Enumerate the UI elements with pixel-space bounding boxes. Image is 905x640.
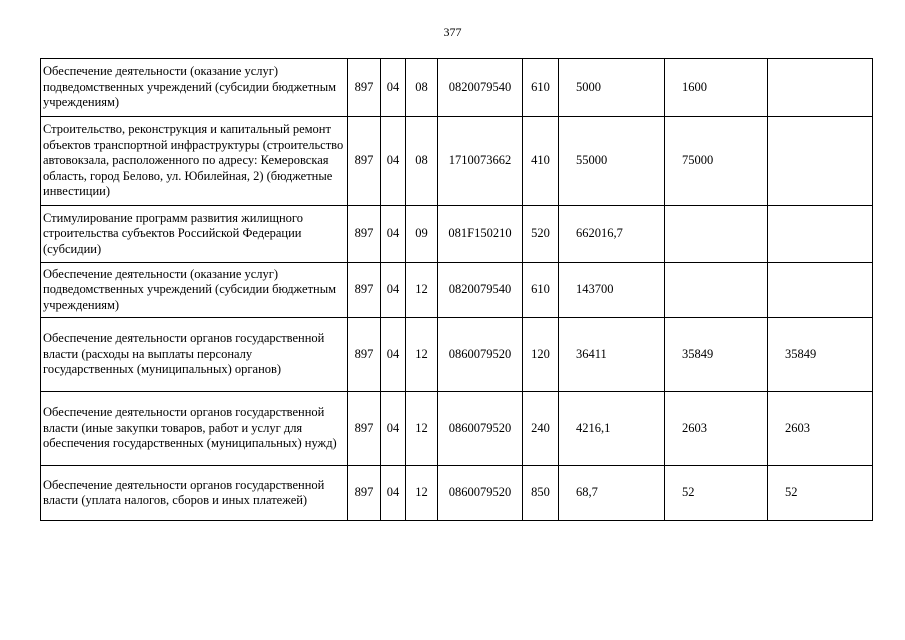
amount-year-2: 52 <box>665 466 768 521</box>
ministry-code: 897 <box>348 466 381 521</box>
amount-year-2 <box>665 206 768 263</box>
amount-year-2: 75000 <box>665 117 768 206</box>
subsection-code: 12 <box>406 263 438 318</box>
row-description: Обеспечение деятельности органов государственной власти (иные закупки товаров, работ и услуг для обеспечения государственных (муниципальных) нужд) <box>41 392 348 466</box>
target-article-code: 0860079520 <box>438 392 523 466</box>
row-description: Обеспечение деятельности (оказание услуг) подведомственных учреждений (субсидии бюджетным учреждениям) <box>41 263 348 318</box>
amount-year-2: 35849 <box>665 318 768 392</box>
expense-type-code: 520 <box>523 206 559 263</box>
row-description: Обеспечение деятельности органов государственной власти (расходы на выплаты персоналу государственных (муниципальных) органов) <box>41 318 348 392</box>
section-code: 04 <box>381 263 406 318</box>
table-row <box>41 59 873 117</box>
subsection-code: 12 <box>406 392 438 466</box>
amount-year-1: 55000 <box>559 117 665 206</box>
row-description: Строительство, реконструкция и капитальный ремонт объектов транспортной инфраструктуры (строительство автовокзала, расположенного по адресу: Кемеровская область, город Белово, ул. Юбилейная, 2) (бюджетные инвестиции) <box>41 117 348 206</box>
amount-year-1: 5000 <box>559 59 665 117</box>
subsection-code: 08 <box>406 117 438 206</box>
target-article-code: 1710073662 <box>438 117 523 206</box>
expense-type-code: 240 <box>523 392 559 466</box>
ministry-code: 897 <box>348 392 381 466</box>
target-article-code: 0820079540 <box>438 263 523 318</box>
section-code: 04 <box>381 59 406 117</box>
target-article-code: 0860079520 <box>438 318 523 392</box>
amount-year-3: 35849 <box>768 318 873 392</box>
section-code: 04 <box>381 206 406 263</box>
table-row <box>41 117 873 206</box>
amount-year-1: 68,7 <box>559 466 665 521</box>
amount-year-1: 662016,7 <box>559 206 665 263</box>
expense-type-code: 850 <box>523 466 559 521</box>
amount-year-2 <box>665 263 768 318</box>
amount-year-1: 143700 <box>559 263 665 318</box>
table-row <box>41 392 873 466</box>
target-article-code: 0860079520 <box>438 466 523 521</box>
section-code: 04 <box>381 392 406 466</box>
subsection-code: 08 <box>406 59 438 117</box>
amount-year-1: 36411 <box>559 318 665 392</box>
ministry-code: 897 <box>348 59 381 117</box>
amount-year-3 <box>768 206 873 263</box>
subsection-code: 12 <box>406 466 438 521</box>
amount-year-3 <box>768 263 873 318</box>
page-number: 377 <box>443 25 462 39</box>
amount-year-3: 52 <box>768 466 873 521</box>
budget-table <box>40 58 873 521</box>
amount-year-3 <box>768 117 873 206</box>
subsection-code: 09 <box>406 206 438 263</box>
target-article-code: 0820079540 <box>438 59 523 117</box>
expense-type-code: 120 <box>523 318 559 392</box>
table-row <box>41 206 873 263</box>
section-code: 04 <box>381 117 406 206</box>
amount-year-3: 2603 <box>768 392 873 466</box>
subsection-code: 12 <box>406 318 438 392</box>
amount-year-2: 1600 <box>665 59 768 117</box>
expense-type-code: 610 <box>523 59 559 117</box>
expense-type-code: 410 <box>523 117 559 206</box>
table-body <box>41 59 873 521</box>
table-row <box>41 263 873 318</box>
section-code: 04 <box>381 466 406 521</box>
amount-year-3 <box>768 59 873 117</box>
table-row <box>41 466 873 521</box>
row-description: Стимулирование программ развития жилищного строительства субъектов Российской Федерации (субсидии) <box>41 206 348 263</box>
expense-type-code: 610 <box>523 263 559 318</box>
row-description: Обеспечение деятельности органов государственной власти (уплата налогов, сборов и иных платежей) <box>41 466 348 521</box>
ministry-code: 897 <box>348 318 381 392</box>
row-description: Обеспечение деятельности (оказание услуг) подведомственных учреждений (субсидии бюджетным учреждениям) <box>41 59 348 117</box>
ministry-code: 897 <box>348 206 381 263</box>
amount-year-2: 2603 <box>665 392 768 466</box>
target-article-code: 081F150210 <box>438 206 523 263</box>
section-code: 04 <box>381 318 406 392</box>
table-row <box>41 318 873 392</box>
amount-year-1: 4216,1 <box>559 392 665 466</box>
ministry-code: 897 <box>348 117 381 206</box>
ministry-code: 897 <box>348 263 381 318</box>
